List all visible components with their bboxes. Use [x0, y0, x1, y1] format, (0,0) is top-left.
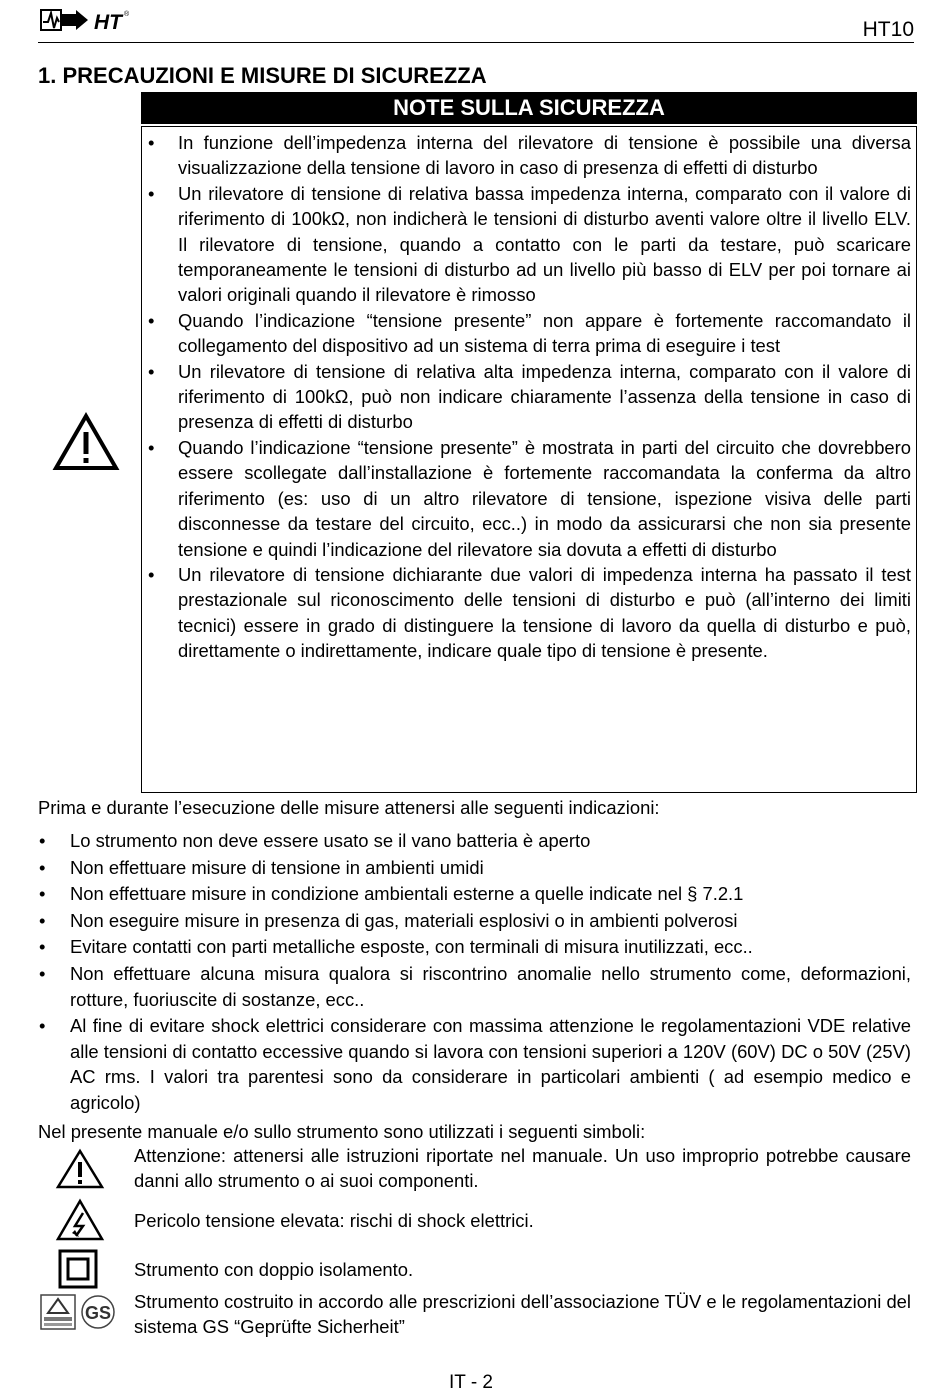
list-item: • Al fine di evitare shock elettrici considerare con massima attenzione le regolamentazioni VDE relative alle tensioni di contatto eccessive quando si lavora con tensioni superiori a 120V (60V) DC o 50V (25V) AC rms. I valori tra parentesi sono da considerare in particolari ambienti ( ad esempio medico e agricolo) — [70, 1013, 911, 1115]
list-item: • Quando l’indicazione “tensione presente” è mostrata in parti del circuito che dovrebbero essere scollegate dall’installazione è fortemente raccomandata la conferma da altro riferimento (es: uso di un altro rilevatore di tensione, ispezione visiva delle parti disconnesse da testare del circuito, ecc..) in modo da assicurarsi che non sia presente tensione e quindi l’indicazione del rilevatore sia dovuta a effetti di disturbo — [178, 435, 911, 562]
symbol-description: Strumento con doppio isolamento. — [134, 1259, 414, 1280]
list-item: • Non eseguire misure in presenza di gas, materiali esplosivi o in ambienti polverosi — [70, 908, 911, 934]
list-item: • Evitare contatti con parti metalliche esposte, con terminali di misura inutilizzati, ecc.. — [70, 934, 911, 960]
page-number: IT - 2 — [449, 1372, 493, 1393]
symbol-description: Attenzione: attenersi alle istruzioni riportate nel manuale. Un uso improprio potrebbe causare danni allo strumento o ai suoi componenti. — [134, 1145, 911, 1192]
svg-text:HT: HT — [94, 11, 122, 34]
list-item: • Un rilevatore di tensione dichiarante due valori di impedenza interna ha passato il test prestazionale sul riconoscimento delle tensioni di disturbo e può (all’interno dei limiti tecnici) essere in grado di distinguere la tensione di lavoro da quella di disturbo e può, direttamente o indirettamente, indicare quale tipo di tensione è presente. — [178, 562, 911, 664]
precautions-intro: Prima e durante l’esecuzione delle misure attenersi alle seguenti indicazioni: — [38, 797, 660, 818]
list-item: • Non effettuare alcuna misura qualora si riscontrino anomalie nello strumento come, deformazioni, rotture, fuoriuscite di sostanze, ecc.. — [70, 961, 911, 1012]
list-item: • Non effettuare misure in condizione ambientali esterne a quelle indicate nel § 7.2.1 — [70, 881, 911, 907]
list-item: • Lo strumento non deve essere usato se il vano batteria è aperto — [70, 828, 911, 854]
ht-logo-icon — [40, 8, 136, 34]
double-insulation-icon — [55, 1249, 99, 1289]
svg-text:®: ® — [124, 11, 130, 18]
svg-text:GS: GS — [85, 1303, 112, 1323]
page-header — [38, 6, 914, 43]
tuv-gs-mark-icon — [40, 1293, 118, 1333]
section-title: 1. PRECAUZIONI E MISURE DI SICUREZZA — [38, 63, 487, 88]
list-item: • Un rilevatore di tensione di relativa alta impedenza interna, comparato con il valore di riferimento di 100kΩ, può non indicare chiaramente l’assenza della tensione in caso di presenza di effetti di disturbo — [178, 359, 911, 435]
high-voltage-icon — [55, 1198, 105, 1242]
safety-notes-list — [178, 130, 911, 664]
document-code: HT10 — [862, 18, 914, 41]
warning-triangle-icon — [55, 1148, 105, 1190]
symbols-intro: Nel presente manuale e/o sullo strumento sono utilizzati i seguenti simboli: — [38, 1121, 646, 1142]
symbol-description: Strumento costruito in accordo alle prescrizioni dell’associazione TÜV e le regolamentazioni del sistema GS “Geprüfte Sicherheit” — [134, 1291, 911, 1338]
warning-triangle-icon — [52, 412, 120, 472]
symbol-description: Pericolo tensione elevata: rischi di shock elettrici. — [134, 1210, 534, 1231]
list-item: • Non effettuare misure di tensione in ambienti umidi — [70, 855, 911, 881]
list-item: • Un rilevatore di tensione di relativa bassa impedenza interna, comparato con il valore di riferimento di 100kΩ, non indicherà le tensioni di disturbo aventi valore oltre il livello ELV. Il rilevatore di tensione, quando a contatto con le parti da testare, può scaricare temporaneamente le tensioni di disturbo ad un livello più basso di ELV per poi tornare ai valori originali quando il rilevatore è rimosso — [178, 181, 911, 308]
list-item: • Quando l’indicazione “tensione presente” non appare è fortemente raccomandato il collegamento del dispositivo ad un sistema di terra prima di eseguire i test — [178, 308, 911, 359]
safety-notes-banner: NOTE SULLA SICUREZZA — [141, 92, 917, 124]
precautions-list — [70, 828, 911, 1117]
list-item: • In funzione dell’impedenza interna del rilevatore di tensione è possibile una diversa visualizzazione della tensione di lavoro in caso di presenza di effetti di disturbo — [178, 130, 911, 181]
